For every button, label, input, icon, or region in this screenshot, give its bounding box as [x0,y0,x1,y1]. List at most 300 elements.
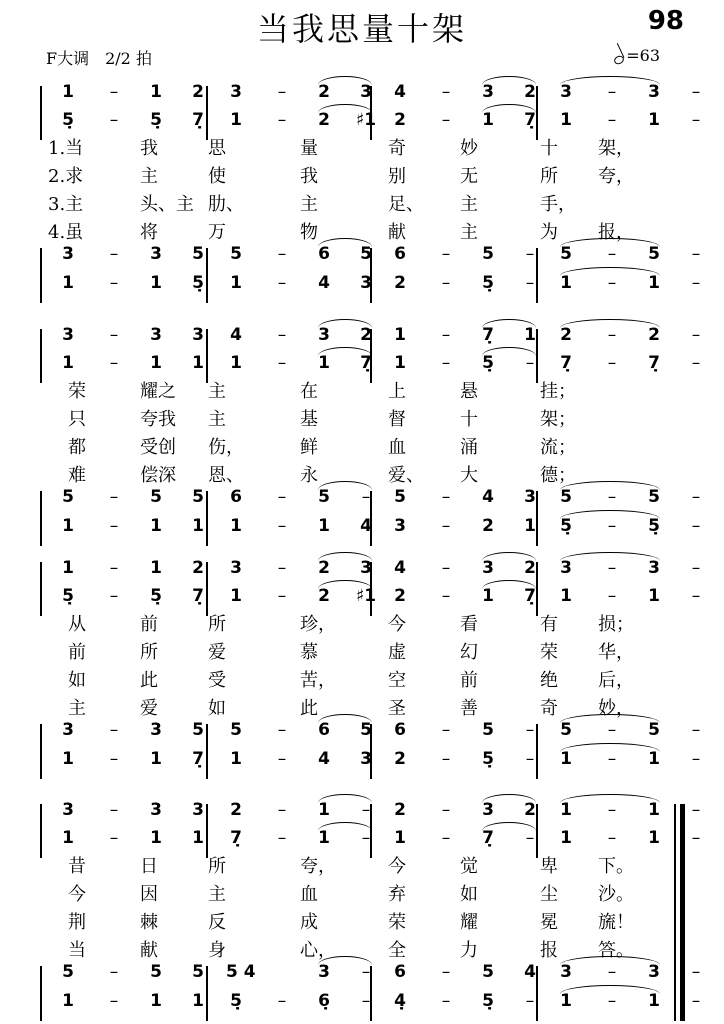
lyric-syllable: 棘 [140,912,158,933]
alto-note: 1 [192,828,204,848]
tenor-note: – [441,487,451,507]
bass-note: 1 [62,516,74,536]
lyric-syllable: 力 [460,940,478,961]
bass-note: 1 [560,991,572,1011]
system-3 [0,548,724,778]
lyric-syllable: 如 [460,884,478,905]
hymn-title: 当我思量十架 [256,10,467,48]
tenor-note: 4 [524,962,536,982]
lyric-syllable: 3.主 [48,194,84,215]
tenor-note: – [361,962,371,982]
bass-note: 1 [318,516,330,536]
tie-arc [482,552,536,561]
lyric-syllable: 督 [388,409,406,430]
alto-note: 2 [318,110,330,130]
bass-note: 3 [360,273,372,293]
tenor-note: – [109,962,119,982]
soprano-note: 2 [524,558,536,578]
lyric-syllable: 心， [300,940,336,961]
soprano-note: 7̣ [482,325,494,345]
bass-note: – [277,273,287,293]
soprano-note: 1 [560,800,572,820]
tenor-note: – [109,720,119,740]
tenor-note: 6 [394,720,406,740]
soprano-note: 2 [524,800,536,820]
soprano-note: 1 [150,82,162,102]
tie-arc [318,714,372,723]
soprano-note: 3 [192,325,204,345]
lyric-syllable: 绝 [540,670,558,691]
tie-arc [318,580,372,589]
tenor-note: 5 [648,244,660,264]
tenor-note: 5 [318,487,330,507]
soprano-note: – [361,800,371,820]
alto-note: 7̣ [192,586,204,606]
lyric-syllable: 幻 [460,642,478,663]
lyric-syllable: 昔 [68,856,86,877]
bass-note: 5̣ [648,516,660,536]
system-1 [0,72,724,302]
lyric-syllable: 头、主 [140,194,194,215]
tie-arc [560,552,660,561]
soprano-note: – [277,82,287,102]
tie-arc [318,347,372,356]
bass-note: 1 [62,749,74,769]
bass-note: 5̣ [482,273,494,293]
alto-note: 1 [648,828,660,848]
tenor-note: 6 [318,720,330,740]
alto-note: 2 [394,586,406,606]
soprano-note: – [607,82,617,102]
alto-note: 5̣ [62,586,74,606]
lyric-syllable: 慕 [300,642,318,663]
lyric-syllable: 奇 [540,698,558,719]
soprano-note: 4 [394,558,406,578]
lyric-syllable: 冕 [540,912,558,933]
lyric-syllable: 夸， [598,166,634,187]
soprano-note: 1 [318,800,330,820]
lyric-syllable: 荣 [540,642,558,663]
bass-note: 5̣ [482,991,494,1011]
brace-line [40,491,42,546]
tenor-note: 3 [62,244,74,264]
lyric-syllable: 爱 [140,698,158,719]
soprano-note: – [607,800,617,820]
lyric-syllable: 前 [68,642,86,663]
tie-arc [318,822,372,831]
tenor-note: 6 [394,244,406,264]
tenor-note: – [441,244,451,264]
alto-note: – [277,586,287,606]
soprano-note: – [441,325,451,345]
tenor-note: 5 [62,962,74,982]
alto-note: – [691,586,701,606]
lyric-syllable: 今 [388,856,406,877]
lyric-syllable: 所 [208,856,226,877]
lyric-syllable: 弃 [388,884,406,905]
lyric-syllable: 善 [460,698,478,719]
lyric-syllable: 苦， [300,670,336,691]
soprano-note: 2 [524,82,536,102]
bass-note: 1 [524,516,536,536]
soprano-note: 2 [192,558,204,578]
alto-note: 7̣ [524,586,536,606]
soprano-note: – [691,558,701,578]
lyric-syllable: 奇 [388,138,406,159]
alto-note: 1 [560,110,572,130]
alto-note: – [691,828,701,848]
soprano-note: 3 [318,325,330,345]
lyric-syllable: 物 [300,222,318,243]
tie-arc [560,985,660,994]
tie-arc [318,552,372,561]
tenor-note: – [691,487,701,507]
alto-note: 1 [648,586,660,606]
soprano-note: 3 [192,800,204,820]
tie-arc [318,319,372,328]
bass-note: 1 [62,273,74,293]
tenor-note: – [691,720,701,740]
bass-note: – [441,516,451,536]
bass-note: 5̣ [482,749,494,769]
lyric-syllable: 损； [598,614,634,635]
tie-arc [482,347,536,356]
lyric-syllable: 觉 [460,856,478,877]
lyric-syllable: 流； [540,437,576,458]
tie-arc [482,794,536,803]
lyric-syllable: 前 [460,670,478,691]
lyric-syllable: 主 [460,194,478,215]
lyric-syllable: 当 [68,940,86,961]
alto-note: 7̣ [560,353,572,373]
bass-note: 4 [360,516,372,536]
lyric-syllable: 报， [598,222,634,243]
soprano-note: 2 [230,800,242,820]
lyric-syllable: 难 [68,465,86,486]
lyric-syllable: 反 [208,912,226,933]
lyric-syllable: 2.求 [48,166,84,187]
system-4 [0,790,724,1020]
lyric-syllable: 都 [68,437,86,458]
tenor-note: – [525,244,535,264]
tenor-note: – [607,487,617,507]
tenor-note: 5 [394,487,406,507]
tie-arc [318,238,372,247]
tenor-note: 5 [482,962,494,982]
bass-note: – [691,273,701,293]
alto-note: 1 [230,110,242,130]
tenor-note: 5 4 [226,962,256,982]
soprano-note: – [277,558,287,578]
lyric-syllable: 主 [300,194,318,215]
alto-note: 1 [318,353,330,373]
final-barline-thin [674,804,676,1021]
soprano-note: 3 [560,558,572,578]
tenor-note: 5 [648,487,660,507]
bass-note: – [525,991,535,1011]
lyric-syllable: 献 [388,222,406,243]
soprano-note: 1 [648,800,660,820]
tenor-note: – [441,720,451,740]
bass-note: – [109,273,119,293]
soprano-note: – [607,325,617,345]
tenor-note: – [277,244,287,264]
tie-arc [560,743,660,752]
bass-note: 1 [560,749,572,769]
lyric-syllable: 血 [300,884,318,905]
bass-note: 1 [150,749,162,769]
alto-note: 2 [318,586,330,606]
lyric-syllable: 将 [140,222,158,243]
alto-note: – [607,586,617,606]
lyric-syllable: 前 [140,614,158,635]
soprano-note: 1 [62,558,74,578]
lyric-syllable: 成 [300,912,318,933]
tenor-note: – [109,244,119,264]
tenor-note: 3 [150,720,162,740]
system-2 [0,315,724,545]
lyric-syllable: 报 [540,940,558,961]
lyric-syllable: 爱 [208,642,226,663]
tenor-note: 3 [62,720,74,740]
lyric-syllable: 永 [300,465,318,486]
soprano-note: – [109,558,119,578]
brace-line [40,562,42,616]
tenor-note: 5 [560,244,572,264]
alto-note: 1 [482,110,494,130]
bass-note: 4 [318,273,330,293]
bass-note: 3 [360,749,372,769]
lyric-syllable: 如 [68,670,86,691]
alto-note: – [607,353,617,373]
bass-note: – [441,991,451,1011]
lyric-syllable: 上 [388,381,406,402]
tenor-note: – [277,487,287,507]
alto-note: 7̣ [648,353,660,373]
lyric-syllable: 别 [388,166,406,187]
tenor-note: 5 [150,487,162,507]
brace-line [40,329,42,383]
alto-note: 1 [230,586,242,606]
bass-note: – [109,991,119,1011]
soprano-note: – [441,558,451,578]
soprano-note: 3 [560,82,572,102]
lyric-syllable: 卑 [540,856,558,877]
tie-arc [482,822,536,831]
soprano-note: 4 [230,325,242,345]
lyric-syllable: 全 [388,940,406,961]
alto-note: 1 [560,828,572,848]
lyric-syllable: 沙。 [598,884,634,905]
lyric-syllable: 德； [540,465,576,486]
soprano-note: 2 [318,558,330,578]
lyric-syllable: 手， [540,194,576,215]
lyric-syllable: 偿深 [140,465,176,486]
tenor-note: 5 [360,720,372,740]
soprano-note: 2 [360,325,372,345]
alto-note: 7̣ [230,828,242,848]
alto-note: – [277,828,287,848]
tenor-note: 5 [150,962,162,982]
alto-note: 1 [394,828,406,848]
lyric-syllable: 涌 [460,437,478,458]
tie-arc [482,104,536,113]
bass-note: 1 [150,273,162,293]
tenor-note: 3 [318,962,330,982]
tenor-note: 6 [394,962,406,982]
lyric-syllable: 血 [388,437,406,458]
alto-note: – [441,828,451,848]
tenor-note: 5 [560,487,572,507]
soprano-note: 1 [62,82,74,102]
alto-note: – [525,353,535,373]
soprano-note: – [441,800,451,820]
bass-note: 1 [648,749,660,769]
bass-note: 3 [394,516,406,536]
lyric-syllable: 答。 [598,940,634,961]
soprano-note: – [277,800,287,820]
soprano-note: 3 [150,325,162,345]
tenor-note: – [277,720,287,740]
tie-arc [560,714,660,723]
bass-note: – [277,516,287,536]
soprano-note: 1 [150,558,162,578]
lyric-syllable: 珍， [300,614,336,635]
lyric-syllable: 挂； [540,381,576,402]
soprano-note: – [607,558,617,578]
bass-note: – [607,991,617,1011]
lyric-syllable: 主 [68,698,86,719]
bass-note: – [607,749,617,769]
bass-note: – [109,516,119,536]
lyric-syllable: 1.当 [48,138,84,159]
tenor-note: – [607,962,617,982]
bass-note: 1 [62,991,74,1011]
tenor-note: – [691,244,701,264]
soprano-note: 3 [150,800,162,820]
alto-note: – [607,110,617,130]
bass-note: – [691,516,701,536]
tie-arc [560,238,660,247]
lyric-syllable: 伤， [208,437,244,458]
lyric-syllable: 日 [140,856,158,877]
lyric-syllable: 如 [208,698,226,719]
soprano-note: 3 [482,800,494,820]
alto-note: 7̣ [360,353,372,373]
lyric-syllable: 耀 [460,912,478,933]
tie-arc [560,319,660,328]
alto-note: 1 [150,828,162,848]
brace-line [40,966,42,1021]
bass-note: – [607,516,617,536]
alto-note: – [607,828,617,848]
alto-note: 7̣ [192,110,204,130]
lyric-syllable: 量 [300,138,318,159]
alto-note: 7̣ [524,110,536,130]
tenor-note: – [525,720,535,740]
soprano-note: 3 [62,325,74,345]
alto-note: – [441,110,451,130]
alto-note: 1 [394,353,406,373]
alto-note: 5̣ [150,586,162,606]
bass-note: 1 [230,273,242,293]
lyric-syllable: 主 [460,222,478,243]
lyric-syllable: 为 [540,222,558,243]
tenor-note: – [607,244,617,264]
tenor-note: 5 [62,487,74,507]
alto-note: – [441,586,451,606]
alto-note: – [525,828,535,848]
tenor-note: – [691,962,701,982]
alto-note: – [691,353,701,373]
bass-note: 1 [648,991,660,1011]
alto-note: 1 [482,586,494,606]
lyric-syllable: 下。 [598,856,634,877]
lyric-syllable: 足、 [388,194,424,215]
tenor-note: 5 [482,244,494,264]
tenor-note: – [361,487,371,507]
alto-note: 1 [62,353,74,373]
soprano-note: – [277,325,287,345]
lyric-syllable: 夸， [300,856,336,877]
lyric-syllable: 万 [208,222,226,243]
tie-arc [560,267,660,276]
tie-arc [560,794,660,803]
tie-arc [560,956,660,965]
lyric-syllable: 今 [388,614,406,635]
soprano-note: 3 [648,558,660,578]
lyric-syllable: 后， [598,670,634,691]
lyric-syllable: 所 [540,166,558,187]
alto-note: – [277,353,287,373]
lyric-syllable: 基 [300,409,318,430]
tie-arc [318,794,372,803]
soprano-note: 3 [482,558,494,578]
lyric-syllable: 无 [460,166,478,187]
tenor-note: 5 [192,487,204,507]
lyric-syllable: 悬 [460,381,478,402]
alto-note: 1 [62,828,74,848]
lyric-syllable: 空 [388,670,406,691]
lyric-syllable: 使 [208,166,226,187]
alto-note: 5̣ [62,110,74,130]
alto-note: 1 [318,828,330,848]
alto-note: 1 [560,586,572,606]
tempo-marking: =63 [614,46,660,65]
soprano-note: 2 [560,325,572,345]
alto-note: 1 [648,110,660,130]
bass-note: 5̣ [230,991,242,1011]
soprano-note: – [109,800,119,820]
alto-note: – [109,110,119,130]
soprano-note: 2 [394,800,406,820]
alto-note: 1 [192,353,204,373]
lyric-syllable: 十 [540,138,558,159]
bass-note: 1 [230,749,242,769]
tie-arc [318,956,372,965]
lyric-syllable: 看 [460,614,478,635]
bass-note: 1 [560,273,572,293]
soprano-note: 1 [524,325,536,345]
tenor-note: 5 [230,244,242,264]
bass-note: – [441,749,451,769]
lyric-syllable: 鲜 [300,437,318,458]
alto-note: – [109,586,119,606]
soprano-note: – [109,82,119,102]
lyric-syllable: 有 [540,614,558,635]
bass-note: – [277,991,287,1011]
tie-arc [560,76,660,85]
